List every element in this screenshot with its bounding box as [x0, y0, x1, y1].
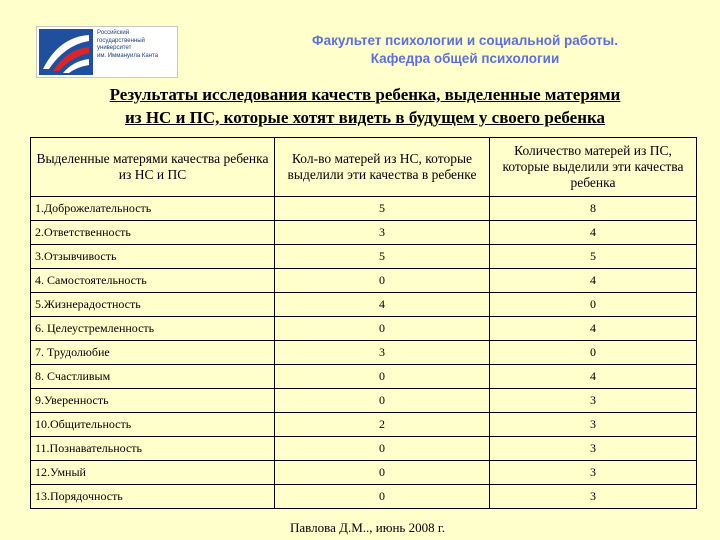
logo-text: Российский государственный университет им. Иммануила Канта [97, 30, 159, 59]
table-row [31, 413, 697, 437]
quality-cell: 5.Жизнерадостность [31, 293, 275, 317]
table-header-row [31, 138, 697, 197]
column-header-quality: Выделенные матерями качества ребенка из НС и ПС [31, 138, 275, 197]
ns-count-cell: 4 [275, 293, 490, 317]
quality-cell: 3.Отзывчивость [31, 245, 275, 269]
ps-count-cell: 4 [490, 317, 697, 341]
table-row [31, 365, 697, 389]
university-logo [36, 26, 178, 78]
table-row [31, 221, 697, 245]
ps-count-cell: 3 [490, 461, 697, 485]
ps-count-cell: 3 [490, 437, 697, 461]
ns-count-cell: 5 [275, 197, 490, 221]
ps-count-cell: 0 [490, 341, 697, 365]
table-row [31, 389, 697, 413]
quality-cell: 12.Умный [31, 461, 275, 485]
table-row [31, 245, 697, 269]
ps-count-cell: 3 [490, 485, 697, 509]
table-row [31, 437, 697, 461]
faculty-header [240, 32, 690, 68]
quality-cell: 2.Ответственность [31, 221, 275, 245]
quality-cell: 7. Трудолюбие [31, 341, 275, 365]
ns-count-cell: 0 [275, 485, 490, 509]
table-row [31, 197, 697, 221]
ns-count-cell: 2 [275, 413, 490, 437]
ps-count-cell: 8 [490, 197, 697, 221]
quality-cell: 10.Общительность [31, 413, 275, 437]
quality-cell: 8. Счастливым [31, 365, 275, 389]
ns-count-cell: 3 [275, 341, 490, 365]
title-line-1: Результаты исследования качеств ребенка, выделенные матерями [109, 85, 621, 104]
department-name: Кафедра общей психологии [370, 51, 560, 66]
ns-count-cell: 3 [275, 221, 490, 245]
ns-count-cell: 0 [275, 389, 490, 413]
column-header-ps-count: Количество матерей из ПС, которые выделили эти качества ребенка [490, 138, 697, 197]
ps-count-cell: 3 [490, 389, 697, 413]
table-row [31, 341, 697, 365]
ns-count-cell: 0 [275, 461, 490, 485]
title-line-2: из НС и ПС, которые хотят видеть в будущем у своего ребенка [124, 108, 606, 127]
column-header-ns-count: Кол-во матерей из НС, которые выделили эти качества в ребенке [275, 138, 490, 197]
table-row [31, 485, 697, 509]
ps-count-cell: 5 [490, 245, 697, 269]
quality-cell: 13.Порядочность [31, 485, 275, 509]
faculty-name: Факультет психологии и социальной работы. [312, 33, 618, 48]
table-row [31, 293, 697, 317]
ns-count-cell: 0 [275, 365, 490, 389]
table-row [31, 317, 697, 341]
quality-cell: 9.Уверенность [31, 389, 275, 413]
ps-count-cell: 3 [490, 413, 697, 437]
ns-count-cell: 0 [275, 317, 490, 341]
ns-count-cell: 0 [275, 269, 490, 293]
ps-count-cell: 4 [490, 221, 697, 245]
table-row [31, 269, 697, 293]
author-footer: Павлова Д.М.., июнь 2008 г. [290, 520, 445, 535]
quality-cell: 1.Доброжелательность [31, 197, 275, 221]
ns-count-cell: 0 [275, 437, 490, 461]
ps-count-cell: 4 [490, 365, 697, 389]
ps-count-cell: 0 [490, 293, 697, 317]
table-row [31, 461, 697, 485]
page-title [30, 83, 700, 129]
results-table [30, 137, 697, 509]
ns-count-cell: 5 [275, 245, 490, 269]
quality-cell: 6. Целеустремленность [31, 317, 275, 341]
quality-cell: 11.Познавательность [31, 437, 275, 461]
quality-cell: 4. Самостоятельность [31, 269, 275, 293]
ps-count-cell: 4 [490, 269, 697, 293]
university-emblem-icon [39, 29, 93, 75]
